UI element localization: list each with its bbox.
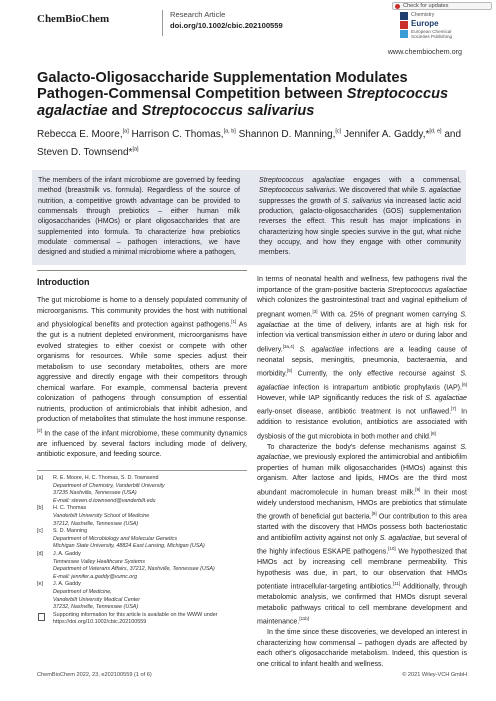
logo-line-1: Chemistry xyxy=(411,12,435,18)
author-affiliation-mark: [a, b] xyxy=(223,129,236,135)
author-affiliation-mark: [a] xyxy=(122,129,129,135)
supporting-information-note[interactable]: Supporting information for this article is available on the WWW under https://doi.org/10.1002/cbic.202100559 xyxy=(37,612,247,627)
header-divider xyxy=(162,10,163,36)
publisher-logo xyxy=(400,10,494,44)
affiliation-entry: [e] J. A. Gaddy Department of Medicine, Vanderbilt University Medical Center 37232, Nashville, Tennessee (USA) xyxy=(37,581,140,611)
author-name: Jennifer A. Gaddy,*[d, e] xyxy=(343,129,442,141)
author-list xyxy=(37,125,467,160)
update-icon xyxy=(395,4,400,9)
paragraph: In the time since these discoveries, we developed an interest in characterizing how commensal – pathogen dyads are affected by each other's oligosaccharide metabolism. Indeed, this question is one critical to infant health and wellness. xyxy=(257,629,467,668)
abstract-box xyxy=(32,170,466,265)
article-type: Research Article xyxy=(170,10,226,19)
paragraph: In terms of neonatal health and wellness, few pathogens rival the importance of the gram-positive bacteria Streptococcus agalactiae which colonizes the gastrointestinal tract and vaginal epithelium of pregnant women.[3] With ca. 25% of pregnant women carrying S. agalactiae at the time of delivery, infants are at high risk for infection via vertical transmission either in utero or during labor and delivery.[3a,4] S. agalactiae infections are a leading cause of neonatal sepsis, meningitis, pneumonia, bacteraemia, and morbidity.[5] Currently, the only effective recourse against S. agalactiae infection is intrapartum antibiotic prophylaxis (IAP).[6] However, while IAP significantly reduces the risk of S. agalactiae early-onset disease, antibiotic treatment is not unflawed.[7] In addition to resistance evolution, antibiotics are associated with dysbiosis of the gut microbiota in both mother and child.[8] xyxy=(257,276,468,441)
check-for-updates-label: Check for updates xyxy=(403,3,449,9)
introduction-left-column: The gut microbiome is home to a densely populated community of microorganisms. This community provides the host with nutritional and physiological benefits and protection against pathogens.[1] As the gut is a nutrient depleted environment, microorganisms have evolved strategies to either coexist or compete with other organisms for resources. While some species adjust their metabolism to use secondary metabolites, others are more aggressive and directly engage with their competitors through chemical warfare. For example, commensal bacteria prevent colonization of pathogens through consumption of essential nutrients, production of antimicrobials that inhibit adhesion, and production of metabolites that stimulate the host immune response.[2] In the case of the infant microbiome, these community dynamics are influenced by several factors including mode of delivery, antibiotic exposure, and feeding source. xyxy=(37,297,247,459)
introduction-heading: Introduction xyxy=(37,277,90,287)
author-name: and Steven D. Townsend*[a] xyxy=(37,129,462,158)
copyright-footer: © 2021 Wiley-VCH GmbH xyxy=(402,672,467,678)
author-name: Harrison C. Thomas,[a, b] xyxy=(131,129,236,141)
logo-line-2: Europe xyxy=(411,19,439,28)
author-name: Rebecca E. Moore,[a] xyxy=(37,129,129,141)
check-for-updates-badge[interactable] xyxy=(392,2,492,10)
author-affiliation-mark: [a] xyxy=(132,146,139,153)
abstract-left-column: The members of the infant microbiome are governed by feeding method (breastmilk vs. formula). Regardless of the source of nutrition, a competitive growth advantage can be provided to commensals through prebiotics – either human milk oligosaccharides (HMOs) or plant oligosaccharides that are supplemented into formula. To characterize how prebiotics modulate commensal – pathogen interactions, we have designed and studied a minimal microbiome where a pathogen, xyxy=(38,177,240,257)
section-rule xyxy=(37,270,247,271)
page-header xyxy=(0,0,496,44)
abstract-right-column: Streptococcus agalactiae engages with a commensal, Streptococcus salivarius. We discovered that while S. agalactiae suppresses the growth of S. salivarius via increased lactic acid production, galacto-oligosaccharides (GOS) supplementation reverses the effect. This result has major implications in characterizing how single species survive in the gut, what niche they occupy, and how they engage with other community members. xyxy=(259,177,461,257)
journal-name: ChemBioChem xyxy=(37,13,110,25)
citation-footer: ChemBioChem 2022, 23, e202100559 (1 of 6) xyxy=(37,672,152,678)
logo-mark-icon xyxy=(400,12,408,38)
introduction-right-column xyxy=(257,275,467,670)
author-name: Shannon D. Manning,[c] xyxy=(238,129,342,141)
document-icon xyxy=(38,613,45,621)
article-title: Galacto-Oligosaccharide Supplementation Modulates Pathogen-Commensal Competition between Streptococcus agalactiae and Streptococcus salivarius xyxy=(37,70,449,119)
affiliation-entry: [b] H. C. Thomas Vanderbilt University School of Medicine 37212, Nashville, Tennessee (USA) xyxy=(37,505,150,527)
page-footer xyxy=(37,672,467,678)
author-affiliation-mark: [d, e] xyxy=(429,129,442,135)
paragraph: To characterize the body's defense mechanisms against S. agalactiae, we previously explored the antimicrobial and antibiofilm properties of human milk oligosaccharides (HMOs) against this organism. After lactose and lipids, HMOs are the third most abundant macromolecule in human breast milk.[9] In their most widely understood mechanism, HMOs are prebiotics that stimulate the growth of beneficial gut bacteria.[9] Our contribution to this area started with the discovery that HMOs possess both bacteriostatic and antibiofilm activity against not only S. agalactiae, but several of the highly infectious ESKAPE pathogens.[10] We hypothesized that HMOs act by increasing cell membrane permeability. This hypothesis was due, in part, to our observation that HMOs potentiate intracellular-targeting antibiotics.[11] Additionally, through metabolomic analysis, we confirmed that HMOs disrupt several metabolic pathways critical to cell membrane development and maintenance.[11b] xyxy=(257,443,468,626)
author-affiliation-mark: [c] xyxy=(335,129,342,135)
affiliation-entry: [d] J. A. Gaddy Tennessee Valley Healthcare Systems Department of Veterans Affairs, 37212, Nashville, Tennessee (USA) E-mail: jennifer.a.gaddy@vumc.org xyxy=(37,550,215,580)
journal-website[interactable]: www.chembiochem.org xyxy=(387,47,462,56)
affiliations-block xyxy=(37,470,247,627)
affiliation-entry: [a] R. E. Moore, H. C. Thomas, S. D. Townsend Department of Chemistry, Vanderbilt University 37235 Nashville, Tennessee (USA) E-mail: steven.d.townsend@vanderbilt.edu xyxy=(37,475,165,504)
affiliation-entry: [c] S. D. Manning Department of Microbiology and Molecular Genetics Michigan State University, 48824 East Lansing, Michigan (USA) xyxy=(37,528,205,550)
logo-line-3: European Chemical Societies Publishing xyxy=(411,29,453,40)
doi-link[interactable]: doi.org/10.1002/cbic.202100559 xyxy=(170,21,283,30)
